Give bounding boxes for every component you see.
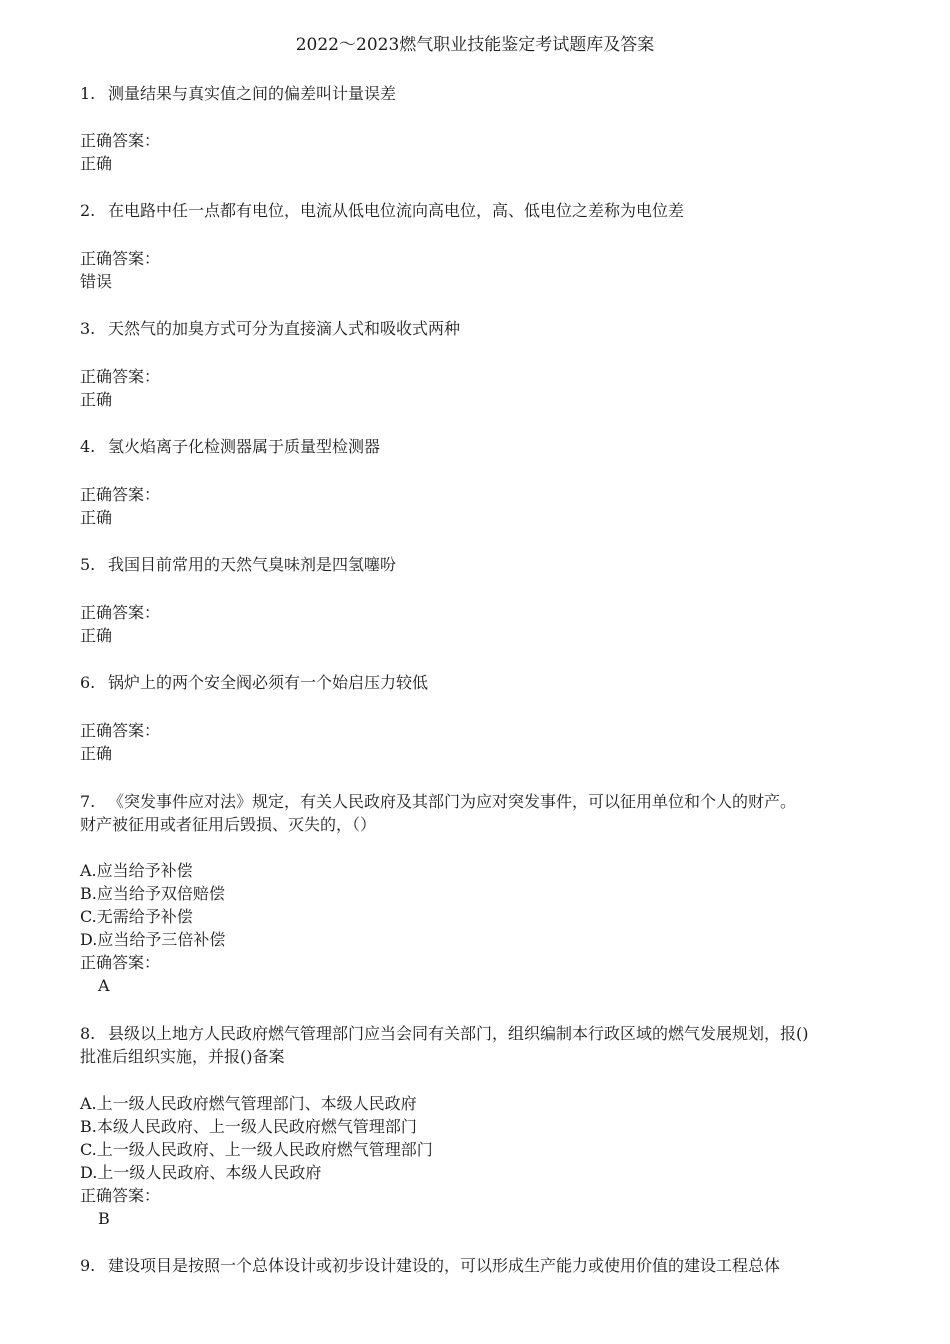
question-number: 9.: [80, 1256, 96, 1275]
option-a: A.上一级人民政府燃气管理部门、本级人民政府: [80, 1094, 417, 1113]
question-text: 在电路中任一点都有电位，电流从低电位流向高电位，高、低电位之差称为电位差: [108, 201, 685, 220]
question-number: 7.: [80, 792, 96, 811]
option-b: B.应当给予双倍赔偿: [80, 884, 225, 903]
question-text-line2: 批准后组织实施，并报()备案: [80, 1047, 285, 1066]
answer-label: 正确答案：: [80, 1186, 161, 1205]
option-d: D.上一级人民政府、本级人民政府: [80, 1163, 322, 1182]
question-9: [80, 1254, 885, 1277]
answer-value: 错误: [80, 272, 113, 291]
question-text: 锅炉上的两个安全阀必须有一个始启压力较低: [108, 673, 429, 692]
answer-value: 正确: [80, 744, 113, 763]
answer-label: 正确答案：: [80, 485, 161, 504]
question-4: [80, 435, 885, 458]
answer-value: A: [98, 976, 110, 995]
answer-label: 正确答案：: [80, 603, 161, 622]
question-number: 4.: [80, 437, 96, 456]
question-6: [80, 671, 885, 694]
answer-value: 正确: [80, 626, 113, 645]
question-text: 天然气的加臭方式可分为直接滴人式和吸收式两种: [108, 319, 461, 338]
question-number: 1.: [80, 84, 96, 103]
option-d: D.应当给予三倍补偿: [80, 930, 226, 949]
answer-label: 正确答案：: [80, 249, 161, 268]
question-1: [80, 82, 885, 105]
question-text: 氢火焰离子化检测器属于质量型检测器: [108, 437, 381, 456]
question-text-line1: 县级以上地方人民政府燃气管理部门应当会同有关部门，组织编制本行政区域的燃气发展规划，报(): [108, 1024, 809, 1043]
question-7: [80, 790, 885, 813]
answer-label: 正确答案：: [80, 721, 161, 740]
question-8: [80, 1022, 885, 1045]
question-number: 5.: [80, 555, 96, 574]
document-title: 2022～2023燃气职业技能鉴定考试题库及答案: [295, 35, 655, 55]
question-3: [80, 317, 885, 340]
option-c: C.上一级人民政府、上一级人民政府燃气管理部门: [80, 1140, 433, 1159]
option-b: B.本级人民政府、上一级人民政府燃气管理部门: [80, 1117, 417, 1136]
answer-value: 正确: [80, 154, 113, 173]
question-number: 3.: [80, 319, 96, 338]
question-text: 建设项目是按照一个总体设计或初步设计建设的，可以形成生产能力或使用价值的建设工程总体: [108, 1256, 781, 1275]
question-number: 2.: [80, 201, 96, 220]
question-2: [80, 199, 885, 222]
question-5: [80, 553, 885, 576]
question-number: 6.: [80, 673, 96, 692]
question-text: 测量结果与真实值之间的偏差叫计量误差: [108, 84, 397, 103]
question-text-line1: 《突发事件应对法》规定，有关人民政府及其部门为应对突发事件，可以征用单位和个人的财产。: [108, 792, 797, 811]
option-c: C.无需给予补偿: [80, 907, 193, 926]
answer-value: 正确: [80, 508, 113, 527]
answer-value: 正确: [80, 390, 113, 409]
question-number: 8.: [80, 1024, 96, 1043]
question-text: 我国目前常用的天然气臭味剂是四氢噻吩: [108, 555, 397, 574]
answer-label: 正确答案：: [80, 953, 161, 972]
answer-label: 正确答案：: [80, 131, 161, 150]
answer-label: 正确答案：: [80, 367, 161, 386]
answer-value: B: [98, 1209, 110, 1228]
option-a: A.应当给予补偿: [80, 861, 193, 880]
question-text-line2: 财产被征用或者征用后毁损、灭失的，（）: [80, 815, 377, 834]
